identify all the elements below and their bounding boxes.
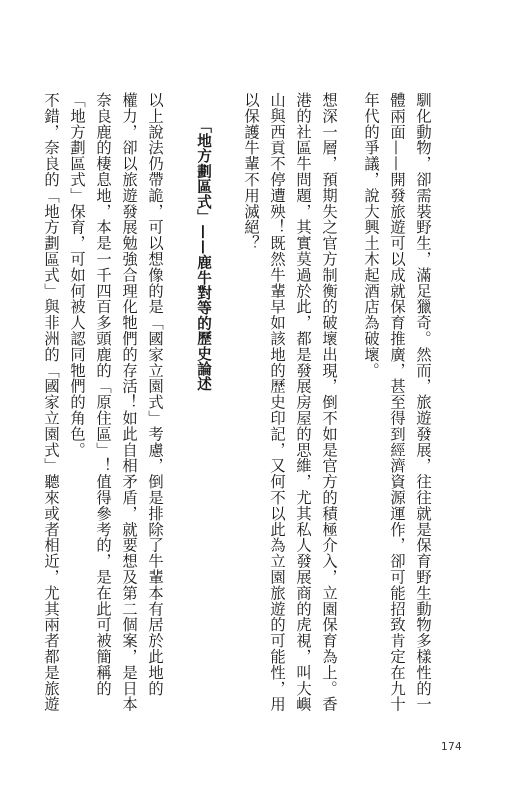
text-line: 港的社區牛問題，其實莫過於此，都是發展房屋的思維，尤其私人發展商的虎視，叫大嶼 <box>294 92 312 713</box>
paragraph-comparison <box>38 92 64 713</box>
text-line: 山與西貢不停遭殃！既然牛輩早如該地的歷史印記，又何不以此為立園旅遊的可能性，用 <box>268 92 286 713</box>
text-line: 想深一層，預期失之官方制衡的破壞出現，倒不如是官方的積極介入，立園保育為上。香 <box>320 92 338 713</box>
text-line: 「地方劃區式」保育，可如何被人認同牠們的角色。 <box>68 92 86 458</box>
paragraph-wildlife-tourism <box>358 92 436 713</box>
text-line: 不錯，奈良的「地方劃區式」與非洲的「國家立園式」聽來或者相近，尤其兩者都是旅遊 <box>42 92 60 713</box>
paragraph-hong-kong-cattle <box>238 92 342 713</box>
section-heading: 「地方劃區式」——鹿牛對等的歷史論述 <box>195 118 212 392</box>
text-line: 權力，卻以旅遊發展勉強合理化牠們的存活！如此自相矛盾，就要想及第二個案，是日本 <box>120 92 138 713</box>
text-line: 體兩面——開發旅遊可以成就保育推廣，甚至得到經濟資源運作，卻可能招致肯定在九十 <box>388 92 406 713</box>
text-line: 奈良鹿的棲息地，本是一千四百多頭鹿的「原住區」！值得參考的，是在此可被簡稱的 <box>94 92 112 697</box>
text-line: 年代的爭議，說大興土木起酒店為破壞。 <box>362 92 380 379</box>
text-line: 以保護牛輩不用滅絕？ <box>242 92 260 251</box>
text-line: 馴化動物，卻需裝野生，滿足獵奇。然而，旅遊發展，往往就是保育野生動物多樣性的一 <box>414 92 432 713</box>
page-number: 174 <box>441 741 462 753</box>
vertical-text-body <box>22 92 436 713</box>
paragraph-nara-deer <box>64 92 168 713</box>
text-line: 以上說法仍帶詭，可以想像的是「國家立園式」考慮，倒是排除了牛輩本有居於此地的 <box>146 92 164 697</box>
